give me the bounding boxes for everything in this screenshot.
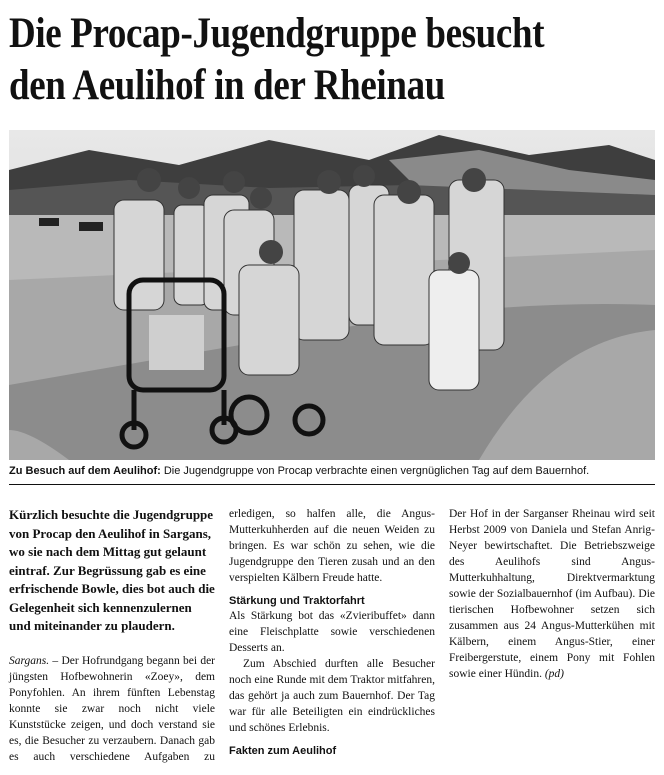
article-paragraph-4 <box>449 506 655 682</box>
author-signature: (pd) <box>544 668 564 680</box>
subheading-fakten: Fakten zum Aeulihof <box>229 745 337 757</box>
caption-divider <box>9 484 655 485</box>
article-paragraph-2: Als Stärkung bot das «Zvieribuffet» dann eine Fleischplatte sowie verschiedenen Desserts an. <box>229 610 435 654</box>
article-dateline: Sargans. <box>9 655 50 667</box>
article-text-columns <box>9 506 655 768</box>
article-paragraph-3: Zum Abschied durften alle Besucher noch eine Runde mit dem Traktor mitfahren, das gehört ja auch zum Bauernhof. Der Tag war für alle Beteiligten ein eindrückliches und schönes Erlebnis. <box>229 658 435 734</box>
article-paragraph-1-text: – Der Hofrundgang begann bei der jüngsten Hofbewohnerin «Zoey», dem Ponyfohlen. An ihrem fünften Lebenstag konnte sie zwar noch nicht viele Kunststücke zeigen, und doch verstand sie es, die Besucher zu verzaubern. Danach gab es auch verschiedene Aufgaben zu erledigen, so halfen alle, die Angus-Mutterkuhherden auf die neuen Weiden zu bringen. Es war schön zu sehen, wie die Jugendgruppe den Tieren zusah und an den verspielten Kälbern Freude hatte. <box>9 508 435 763</box>
headline <box>9 8 568 112</box>
caption-text: Die Jugendgruppe von Procap verbrachte einen vergnüglichen Tag auf dem Bauernhof. <box>160 465 590 477</box>
group-photo <box>9 130 655 460</box>
subheading-staerkung: Stärkung und Traktorfahrt <box>229 595 365 607</box>
group-photo-icon <box>9 130 655 460</box>
lead-spacer <box>9 506 215 653</box>
article-paragraph-4-text: Der Hof in der Sarganser Rheinau wird seit Herbst 2009 von Daniela und Stefan Anrig-Neyer bewirtschaftet. Die Betriebszweige des Aeulihofs sind Angus-Mutterkuhhaltung, Direktvermarktung sowie der Sozialbauernhof (im Aufbau). Die tierischen Hofbewohner setzen sich zusammen aus 24 Angus-Mutterkühen mit Kälbern, einem Angus-Stier, einer Freibergerstute, einem Pony mit Fohlen sowie einer Hündin. <box>449 508 655 680</box>
headline-line-2: den Aeulihof in der Rheinau <box>9 62 445 109</box>
headline-line-1: Die Procap-Jugendgruppe besucht <box>9 10 545 57</box>
photo-caption <box>9 464 659 478</box>
article-lead: Kürzlich besuchte die Jugendgruppe von Procap den Aeulihof in Sargans, wo sie nach dem Mittag gut gelaunt eintraf. Zur Begrüssung gab es eine erfrischende Bowle, dies bot auch die Gelegenheit sich kennenzulernen und miteinander zu plaudern. <box>9 507 215 633</box>
caption-lead: Zu Besuch auf dem Aeulihof: <box>9 465 161 477</box>
